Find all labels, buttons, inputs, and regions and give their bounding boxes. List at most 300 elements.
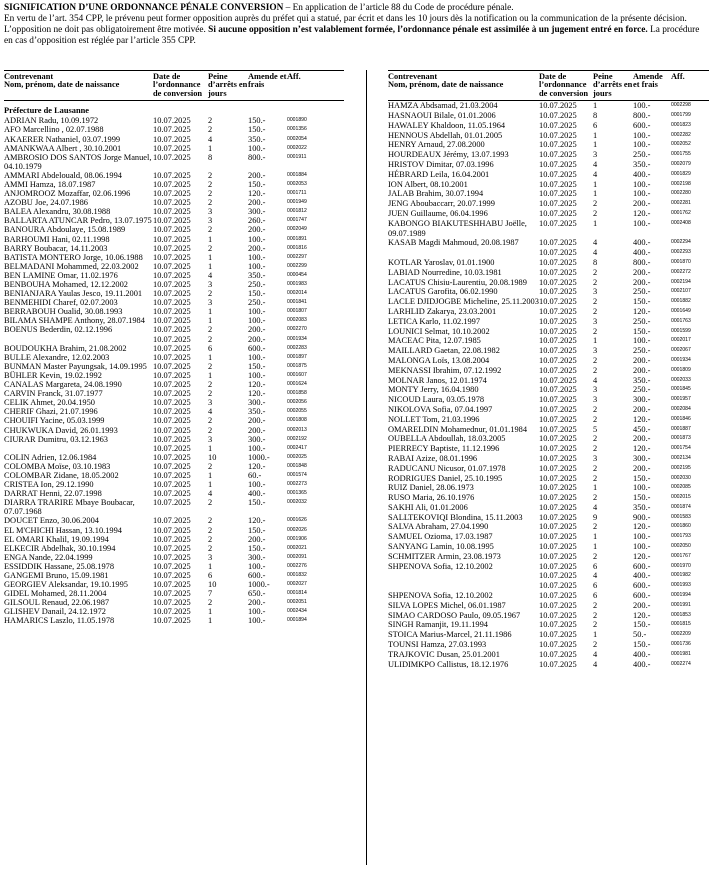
case-reference: 0002027 [287,581,307,588]
table-row [388,327,709,337]
fine-amount: 400.- [633,659,651,669]
offender-name: SAMUEL Ozioma, 17.03.1987 [388,532,493,542]
penalty-days: 2 [208,425,213,435]
offender-name [4,444,153,453]
penalty-days: 2 [208,461,213,471]
table-row [388,591,709,601]
offender-table-right [388,71,709,669]
case-reference: 0002297 [287,253,307,260]
fine-amount: 400.- [633,571,651,581]
case-reference: 0001846 [671,415,691,422]
table-row [388,111,709,121]
case-reference: 0002417 [287,444,307,451]
penalty-days: 2 [593,444,598,454]
case-reference: 0002084 [671,405,691,412]
offender-name: HAMARICS Laszlo, 11.05.1978 [4,616,115,626]
table-row [4,471,344,480]
table-row [4,171,344,180]
case-reference: 0001624 [287,381,307,388]
fine-amount: 300.- [633,395,651,405]
table-row [388,483,709,493]
fine-amount: 800.- [248,152,266,162]
header-offender-label: Contrevenant [4,72,54,81]
table-row [388,366,709,376]
offender-name: KASAB Magdi Mahmoud, 20.08.1987 [388,238,519,248]
table-row [4,344,344,353]
fine-amount: 100.- [633,483,651,493]
penalty-days: 2 [208,380,213,390]
fine-amount: 100.- [633,336,651,346]
offender-name: BANOURA Abdoulaye, 15.08.1989 [4,225,126,235]
penalty-days: 4 [593,571,598,581]
conversion-date: 10.07.2025 [539,218,577,228]
offender-name: BOENUS Bederdin, 02.12.1996 [4,325,113,335]
fine-amount: 100.- [248,316,266,326]
penalty-days: 2 [208,225,213,235]
fine-amount: 150.- [633,493,651,503]
conversion-date: 10.07.2025 [153,607,191,617]
case-reference: 0002051 [287,599,307,606]
case-reference: 0001762 [671,209,691,216]
offender-name: SALLTEKOVIQI Blondina, 15.11.2003 [388,512,523,522]
table-row [388,454,709,464]
conversion-date: 10.07.2025 [539,169,577,179]
table-row [388,278,709,288]
conversion-date: 10.07.2025 [539,600,577,610]
right-column [388,70,709,669]
table-row [388,562,709,572]
offender-name [388,571,539,581]
offender-name: MEKNASSI Ibrahim, 07.12.1992 [388,365,502,375]
offender-name: AZOBU Joe, 24.07.1986 [4,198,88,208]
conversion-date: 10.07.2025 [539,140,577,150]
fine-amount: 260.- [248,216,266,226]
offender-name: HASNAOUI Bilale, 01.01.2006 [388,111,496,121]
offender-name: KABONGO BIAKUTESHHABU Joëlle, 09.07.1989 [388,218,527,238]
fine-amount: 150.- [633,297,651,307]
fine-amount: 200.- [248,598,266,608]
fine-amount: 1000.- [248,580,270,590]
table-row [388,620,709,630]
table-row [388,513,709,523]
table-row [388,542,709,552]
table-row [4,198,344,207]
penalty-days: 2 [593,434,598,444]
header-penalty: Peine d’arrêts en jours [208,71,248,101]
offender-name: BÜHLER Kevin, 19.02.1992 [4,370,102,380]
penalty-days: 3 [208,298,213,308]
case-reference: 0001583 [671,513,691,520]
offender-name: GIDEL Mohamed, 28.11.2004 [4,589,107,599]
offender-name: SAKHI Ali, 01.01.2006 [388,502,468,512]
case-reference: 0001845 [671,386,691,393]
offender-name: AMMARI Abdelouald, 08.06.1994 [4,170,122,180]
penalty-days: 2 [208,116,213,126]
table-row [388,474,709,484]
fine-amount: 600.- [633,591,651,601]
offender-name: EL M'CHICHI Hassan, 13.10.1994 [4,525,122,535]
case-reference: 0002021 [287,544,307,551]
case-reference: 0002276 [287,562,307,569]
table-row [388,434,709,444]
offender-name: OUBELLA Abdoullah, 18.03.2005 [388,434,506,444]
penalty-days: 1 [593,542,598,552]
table-row [4,444,344,453]
table-row [388,356,709,366]
penalty-days: 9 [593,512,598,522]
case-reference: 0002281 [671,200,691,207]
conversion-date: 10.07.2025 [539,189,577,199]
table-row [388,307,709,317]
table-row [4,571,344,580]
conversion-date: 10.07.2025 [539,160,577,169]
table-row [388,219,709,239]
conversion-date: 10.07.2025 [539,542,577,552]
fine-amount: 100.- [248,480,266,490]
offender-name: STOICA Marius-Marcel, 21.11.1986 [388,630,512,640]
offender-name: BEN LAMINE Omar, 11.02.1976 [4,270,118,280]
table-row [4,453,344,462]
conversion-date: 10.07.2025 [539,355,577,365]
fine-amount: 120.- [633,551,651,561]
penalty-days: 2 [208,598,213,608]
offender-name: ANJOMROOZ Mozaffar, 02.06.1996 [4,189,131,199]
conversion-date: 10.07.2025 [539,346,577,356]
offender-name: GANGEMI Bruno, 15.09.1981 [4,571,109,580]
table-row [388,522,709,532]
case-reference: 0002052 [671,141,691,148]
conversion-date: 10.07.2025 [153,580,191,590]
fine-amount: 350.- [633,160,651,169]
conversion-date: 10.07.2025 [153,243,191,253]
conversion-date: 10.07.2025 [153,425,191,435]
offender-name: LABIAD Nourredine, 10.03.1981 [388,267,502,277]
penalty-days: 2 [593,640,598,650]
fine-amount: 250.- [248,298,266,308]
offender-name: AMMI Hamza, 18.07.1987 [4,179,96,189]
offender-name: LARHLID Zakarya, 23.03.2001 [388,306,497,316]
table-row [4,289,344,298]
penalty-days: 8 [593,111,598,121]
conversion-date: 10.07.2025 [153,598,191,608]
fine-amount: 400.- [633,169,651,179]
conversion-date: 10.07.2025 [539,316,577,326]
table-row [388,385,709,395]
penalty-days: 4 [593,160,598,169]
fine-amount: 200.- [633,277,651,287]
header-aff: Aff. [671,71,709,101]
case-reference: 0002134 [671,454,691,461]
table-row [4,125,344,134]
offender-name: SHPENOVA Sofia, 12.10.2002 [388,561,493,571]
table-row [4,389,344,398]
table-row [388,376,709,386]
fine-amount: 1000.- [248,452,270,462]
conversion-date: 10.07.2025 [153,343,191,353]
table-row [388,660,709,670]
offender-name: CANALAS Margareta, 24.08.1990 [4,380,122,390]
table-row [4,298,344,307]
case-reference: 0002013 [287,426,307,433]
offender-name: NICOUD Laura, 03.05.1978 [388,395,485,405]
penalty-days: 3 [593,346,598,356]
case-reference: 0002085 [671,484,691,491]
fine-amount: 300.- [248,398,266,408]
penalty-days: 2 [208,325,213,335]
case-reference: 0001858 [287,390,307,397]
column-divider [366,70,367,865]
table-row [4,189,344,198]
case-reference: 0002194 [671,278,691,285]
fine-amount: 120.- [633,208,651,218]
case-reference: 0001365 [287,490,307,497]
section-heading-row [4,101,344,117]
conversion-date: 10.07.2025 [153,398,191,408]
conversion-date: 10.07.2025 [153,179,191,189]
table-row [4,435,344,444]
case-reference: 0002272 [671,268,691,275]
penalty-days: 2 [593,404,598,414]
fine-amount: 100.- [248,370,266,380]
offender-name: HENRY Arnaud, 27.08.2000 [388,140,485,150]
table-row [4,235,344,244]
case-reference: 0001649 [671,307,691,314]
offender-name: PIERRECY Baptiste, 11.12.1996 [388,444,500,454]
conversion-date: 10.07.2025 [539,453,577,463]
fine-amount: 120.- [248,389,266,399]
penalty-days: 2 [208,498,213,508]
fine-amount: 200.- [633,600,651,610]
fine-amount: 150.- [248,116,266,126]
penalty-days: 1 [208,352,213,362]
offender-name: TOUNSI Hamza, 27.03.1993 [388,640,487,650]
case-reference: 0001808 [287,417,307,424]
offender-name: BERRABOUH Oualid, 30.08.1993 [4,307,123,317]
conversion-date: 10.07.2025 [539,199,577,209]
conversion-date: 10.07.2025 [153,461,191,471]
penalty-days: 4 [593,238,598,248]
conversion-date: 10.07.2025 [539,395,577,405]
case-reference: 0001841 [287,299,307,306]
fine-amount: 250.- [633,287,651,297]
case-reference: 0001809 [671,366,691,373]
case-reference: 0002032 [287,499,307,506]
table-header-row [4,71,344,101]
penalty-days: 8 [208,152,213,162]
conversion-date: 10.07.2025 [539,385,577,395]
table-row [388,444,709,454]
offender-name: RABAI Azize, 08.01.1996 [388,453,478,463]
case-reference: 0002434 [287,608,307,615]
penalty-days: 4 [593,502,598,512]
penalty-days: 7 [208,589,213,599]
conversion-date: 10.07.2025 [539,512,577,522]
fine-amount: 200.- [633,199,651,209]
fine-amount: 60.- [248,470,262,480]
table-row [4,580,344,589]
table-row [4,371,344,380]
case-reference: 0001356 [287,126,307,133]
conversion-date: 10.07.2025 [153,170,191,180]
conversion-date: 10.07.2025 [153,216,191,226]
fine-amount: 250.- [633,316,651,326]
penalty-days: 3 [208,552,213,562]
penalty-days: 2 [593,355,598,365]
offender-name: CHERIF Ghazi, 21.07.1996 [4,407,98,417]
conversion-date: 10.07.2025 [153,325,191,335]
fine-amount: 150.- [248,125,266,135]
table-row [4,544,344,553]
case-reference: 0001982 [671,572,691,579]
conversion-date: 10.07.2025 [153,270,191,280]
notice-title-line [4,3,710,14]
penalty-days: 1 [208,234,213,244]
offender-name: COLIN Adrien, 12.06.1984 [4,452,97,462]
penalty-days: 2 [593,306,598,316]
conversion-date: 10.07.2025 [153,534,191,544]
offender-name: RUIZ Daniel, 28.06.1973 [388,483,474,493]
offender-name [388,581,539,591]
fine-amount: 250.- [633,150,651,160]
table-row [388,150,709,160]
penalty-days: 2 [208,534,213,544]
case-reference: 0002282 [671,131,691,138]
penalty-days: 3 [208,216,213,226]
penalty-days: 4 [593,375,598,385]
penalty-days: 2 [593,463,598,473]
case-reference: 0002299 [287,262,307,269]
conversion-date: 10.07.2025 [153,434,191,444]
header-fine: Amende et frais [633,71,671,101]
penalty-days: 2 [208,198,213,208]
header-date: Date de l’ordonnance de conversion [153,71,208,101]
case-reference: 0001884 [287,171,307,178]
table-row [388,415,709,425]
fine-amount: 600.- [633,581,651,591]
conversion-date: 10.07.2025 [153,489,191,499]
conversion-date: 10.07.2025 [539,179,577,189]
case-reference: 0002273 [287,481,307,488]
penalty-days: 2 [208,361,213,371]
table-row [4,180,344,189]
case-reference: 0002192 [287,435,307,442]
penalty-days: 2 [208,543,213,553]
fine-amount: 120.- [248,189,266,199]
conversion-date: 10.07.2025 [539,532,577,542]
offender-name [388,248,539,258]
case-reference: 0002054 [287,135,307,142]
penalty-days: 2 [593,365,598,375]
fine-amount: 200.- [633,267,651,277]
offender-name: BARHOUMI Hani, 02.11.1998 [4,234,110,244]
offender-name: ENGA Nande, 22.04.1999 [4,552,93,562]
fine-amount: 200.- [633,434,651,444]
fine-amount: 300.- [248,207,266,217]
penalty-days: 1 [593,189,598,199]
fine-amount: 200.- [633,365,651,375]
conversion-date: 10.07.2025 [153,516,191,526]
case-reference: 0001755 [671,151,691,158]
fine-amount: 400.- [633,649,651,659]
case-reference: 0001887 [671,425,691,432]
notice-paragraph-text: En vertu de l’art. 354 CPP, le prévenu peut former opposition auprès du préfet qui a statué, par écrit et dans les 10 jours dès la notification ou la communication de la présente décision. L’opposition ne doit pas obligatoirement être motivée. [4,14,687,35]
penalty-days: 2 [593,600,598,610]
case-reference: 0002050 [671,543,691,550]
offender-name: AMANKWAA Albert , 30.10.2001 [4,143,122,153]
case-reference: 0002017 [671,337,691,344]
penalty-days: 1 [208,252,213,262]
conversion-date: 10.07.2025 [539,150,577,160]
offender-name: HOURDEAUX Jérémy, 13.07.1993 [388,150,509,160]
case-reference: 0001848 [287,462,307,469]
penalty-days: 3 [593,395,598,405]
conversion-date: 10.07.2025 [153,143,191,153]
penalty-days: 1 [593,630,598,640]
penalty-days: 3 [593,150,598,160]
conversion-date: 10.07.2025 [539,424,577,434]
offender-name: ULIDIMKPO Callistus, 18.12.1976 [388,659,509,669]
conversion-date: 10.07.2025 [539,522,577,532]
offender-name: SINGH Ramanjit, 19.11.1994 [388,620,488,630]
case-reference: 0001894 [287,617,307,624]
table-row [388,571,709,581]
table-row [388,532,709,542]
table-row [4,353,344,362]
case-reference: 0001832 [287,572,307,578]
case-reference: 0002408 [671,219,691,226]
conversion-date: 10.07.2025 [539,414,577,424]
penalty-days: 1 [208,607,213,617]
penalty-days: 4 [593,659,598,669]
fine-amount: 100.- [633,218,651,228]
penalty-days: 1 [593,532,598,542]
offender-name: JALAB Brahim, 30.07.1994 [388,189,484,199]
table-row [4,526,344,535]
table-row [388,160,709,170]
fine-amount: 600.- [248,343,266,353]
fine-amount: 120.- [633,414,651,424]
conversion-date: 10.07.2025 [153,198,191,208]
case-reference: 0002298 [671,102,691,109]
offender-name: BALLARTA ATUNCAR Pedro, 13.07.1975 [4,216,152,226]
case-reference: 0002107 [671,288,691,295]
fine-amount: 350.- [248,407,266,417]
penalty-days: 6 [593,120,598,130]
case-reference: 0001874 [671,503,691,510]
fine-amount: 150.- [633,620,651,630]
penalty-days: 1 [593,218,598,228]
table-row [4,316,344,325]
penalty-days: 6 [593,581,598,591]
penalty-days: 4 [593,169,598,179]
offender-name: EL OMARI Khalil, 19.09.1994 [4,534,109,544]
table-row [388,464,709,474]
fine-amount: 120.- [248,380,266,390]
header-offender-sublabel: Nom, prénom, date de naissance [4,80,120,90]
fine-amount: 900.- [633,512,651,522]
fine-amount: 120.- [633,522,651,532]
fine-amount: 200.- [248,170,266,180]
offender-name: TRAJKOVIC Dusan, 25.01.2001 [388,649,500,659]
table-row [4,407,344,416]
offender-name: ESSIDDIK Hassane, 25.08.1978 [4,561,115,571]
offender-name: GEORGIEV Aleksandar, 19.10.1995 [4,580,128,590]
conversion-date: 10.07.2025 [153,261,191,271]
penalty-days: 8 [593,257,598,267]
table-row [4,498,344,516]
table-row [4,607,344,616]
fine-amount: 150.- [633,326,651,336]
